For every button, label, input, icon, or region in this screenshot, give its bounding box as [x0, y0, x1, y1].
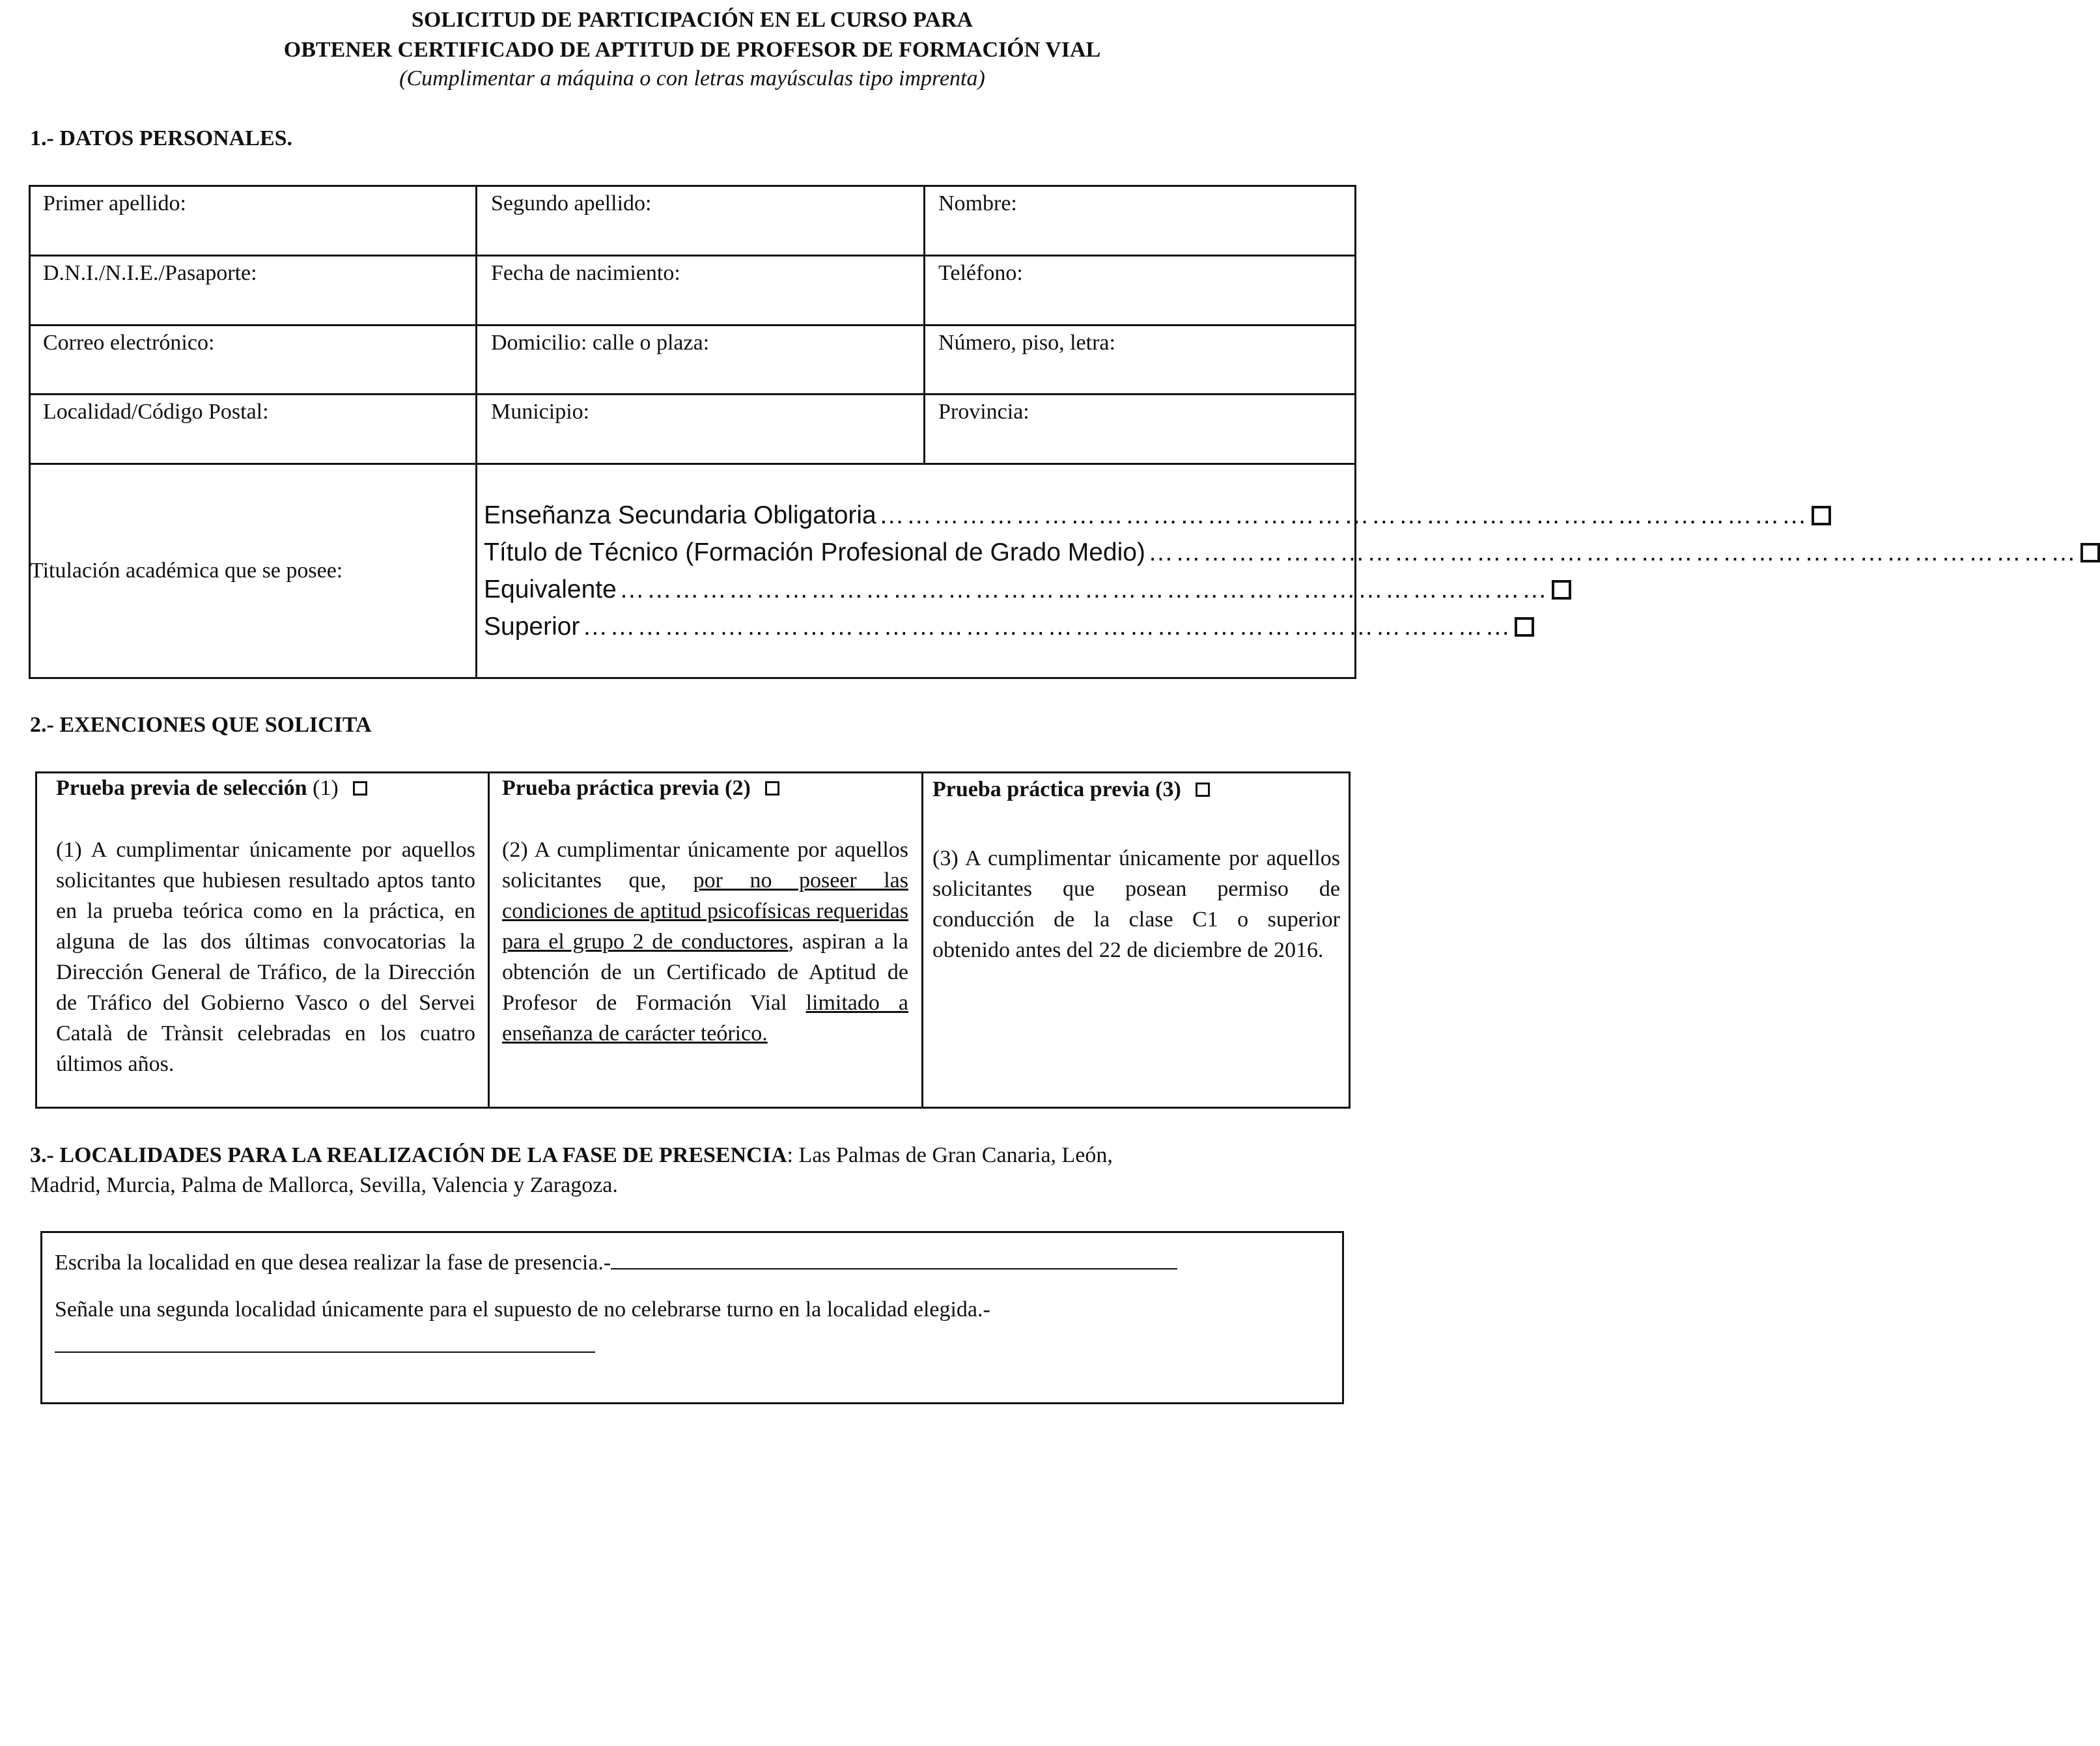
field-provincia[interactable]: Provincia: [938, 400, 1029, 424]
section-3-title [30, 1141, 1352, 1200]
titulacion-option-label: Superior [484, 613, 580, 641]
checkbox-icon[interactable] [1812, 506, 1831, 525]
titulacion-option-eso[interactable] [484, 499, 1809, 533]
exemption-col-3-head-text: Prueba práctica previa (3) [932, 777, 1181, 801]
checkbox-icon[interactable] [1196, 783, 1210, 797]
note-underlined-text: limitado a enseñanza de carácter teórico. [502, 991, 908, 1046]
field-localidad[interactable]: Localidad/Código Postal: [43, 400, 269, 424]
note-underlined-text: por no poseer las condiciones de aptitud psicofísicas requeridas para el grupo 2 de conductores [502, 868, 909, 954]
field-correo[interactable]: Correo electrónico: [43, 331, 215, 355]
exemption-col-2-head-text: Prueba práctica previa (2) [502, 776, 751, 800]
field-domicilio[interactable]: Domicilio: calle o plaza: [491, 331, 710, 355]
section-2-title: 2.- EXENCIONES QUE SOLICITA [30, 713, 372, 737]
form-subtitle: (Cumplimentar a máquina o con letras mayúsculas tipo imprenta) [399, 66, 985, 90]
checkbox-icon[interactable] [2080, 543, 2100, 562]
section-3-cities-line-1: : Las Palmas de Gran Canaria, León, [787, 1143, 1113, 1167]
titulacion-option-tecnico[interactable] [484, 536, 2078, 570]
titulacion-option-superior[interactable] [484, 610, 1513, 644]
form-title-line-1: SOLICITUD DE PARTICIPACIÓN EN EL CURSO PARA [411, 8, 973, 32]
exemption-col-1-note: (1) A cumplimentar únicamente por aquellos solicitantes que hubiesen resultado aptos tanto en la prueba teórica como en la práctica, en alguna de las dos últimas convocatorias la Dirección General de Tráfico, de la Dirección de Tráfico del Gobierno Vasco o del Servei Català de Trànsit celebradas en los cuatro últimos años. [56, 838, 475, 1076]
localidad-line-1-text: Escriba la localidad en que desea realizar la fase de presencia.- [55, 1251, 611, 1275]
field-fecha-nacimiento[interactable]: Fecha de nacimiento: [491, 261, 680, 285]
exemption-col-1-ref: (1) [313, 776, 339, 800]
titulacion-option-label: Título de Técnico (Formación Profesional de Grado Medio) [484, 538, 1145, 566]
section-1-title: 1.- DATOS PERSONALES. [30, 126, 293, 150]
field-dni[interactable]: D.N.I./N.I.E./Pasaporte: [43, 261, 257, 285]
titulacion-label: Titulación académica que se posee: [30, 559, 343, 583]
exemption-col-3-head [932, 777, 1210, 802]
note-text: , aspiran a la obtención de un Certificado de Aptitud de Profesor de Formación Vial [502, 930, 908, 1015]
field-telefono[interactable]: Teléfono: [938, 261, 1023, 285]
titulacion-option-label: Enseñanza Secundaria Obligatoria [484, 501, 876, 529]
dot-leader: ………………………………………………………………………………………… [1147, 538, 2078, 566]
checkbox-icon[interactable] [1552, 580, 1571, 600]
localidad-line-2-text: Señale una segunda localidad únicamente para el supuesto de no celebrarse turno en la localidad elegida.- [55, 1297, 990, 1322]
titulacion-option-label: Equivalente [484, 575, 617, 603]
localidad-1-input[interactable] [611, 1249, 1177, 1269]
dot-leader: ………………………………………………………………………………………… [619, 575, 1549, 603]
note-text: (2) A cumplimentar únicamente por aquellos solicitantes que, [502, 838, 908, 893]
titulacion-option-equivalente[interactable] [484, 573, 1549, 607]
field-municipio[interactable]: Municipio: [491, 400, 590, 424]
section-3-heading: 3.- LOCALIDADES PARA LA REALIZACIÓN DE LA FASE DE PRESENCIA [30, 1143, 787, 1167]
dot-leader: ………………………………………………………………………………………… [878, 501, 1809, 529]
checkbox-icon[interactable] [765, 781, 779, 796]
exemption-col-2-note [502, 835, 908, 1049]
field-numero-piso[interactable]: Número, piso, letra: [938, 331, 1115, 355]
field-nombre[interactable]: Nombre: [938, 191, 1017, 215]
exemption-col-1-head [56, 776, 367, 801]
section-3-cities-line-2: Madrid, Murcia, Palma de Mallorca, Sevilla, Valencia y Zaragoza. [30, 1173, 618, 1197]
dot-leader: ………………………………………………………………………………………… [582, 613, 1513, 641]
checkbox-icon[interactable] [353, 781, 367, 796]
form-title-line-2: OBTENER CERTIFICADO DE APTITUD DE PROFESOR DE FORMACIÓN VIAL [283, 38, 1101, 62]
field-segundo-apellido[interactable]: Segundo apellido: [491, 191, 652, 215]
field-primer-apellido[interactable]: Primer apellido: [43, 191, 187, 215]
exemption-col-1-head-text: Prueba previa de selección [56, 776, 307, 800]
exemption-col-2-head [502, 776, 779, 801]
localidad-line-1 [55, 1249, 1177, 1275]
checkbox-icon[interactable] [1515, 617, 1534, 637]
exemption-col-3-note: (3) A cumplimentar únicamente por aquellos solicitantes que posean permiso de conducción de la clase C1 o superior obtenido antes del 22 de diciembre de 2016. [932, 846, 1340, 962]
localidad-2-input[interactable] [55, 1332, 595, 1353]
